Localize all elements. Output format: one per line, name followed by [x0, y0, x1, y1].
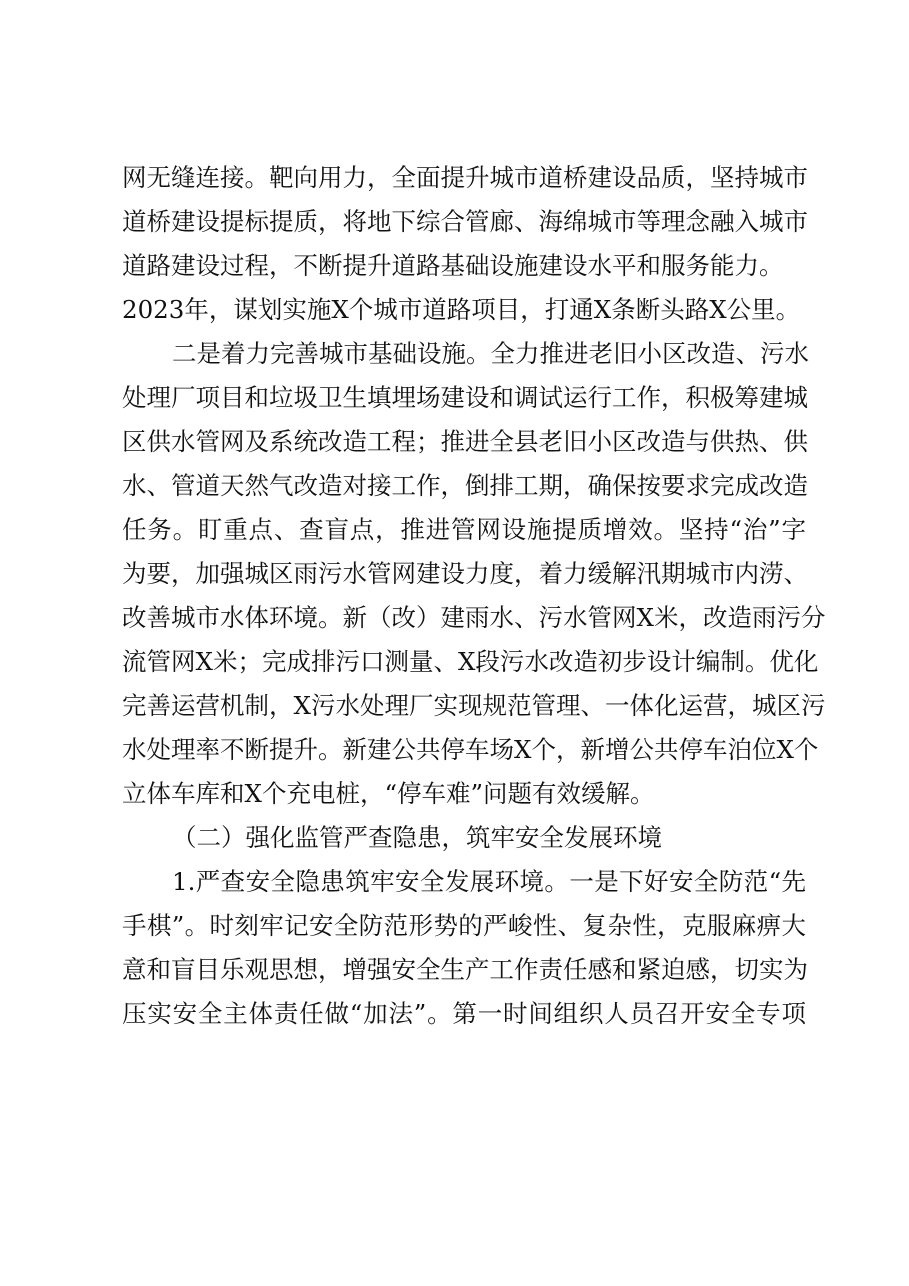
text-line: 改善城市水体环境。新（改）建雨水、污水管网X米，改造雨污分 — [122, 603, 826, 632]
section-heading: （二）强化监管严查隐患，筑牢安全发展环境 — [172, 823, 662, 852]
text-line: 水处理率不断提升。新建公共停车场X个，新增公共停车泊位X个 — [122, 735, 819, 764]
text-line: 水、管道天然气改造对接工作，倒排工期，确保按要求完成改造 — [122, 471, 808, 500]
paragraph-first-line: 1.严查安全隐患筑牢安全发展环境。一是下好安全防范“先 — [172, 867, 806, 896]
text-line: 2023年，谋划实施X个城市道路项目，打通X条断头路X公里。 — [122, 295, 801, 324]
text-line: 道桥建设提标提质，将地下综合管廊、海绵城市等理念融入城市 — [122, 207, 808, 236]
text-line: 为要，加强城区雨污水管网建设力度，着力缓解汛期城市内涝、 — [122, 559, 808, 588]
text-line: 立体车库和X个充电桩，“停车难”问题有效缓解。 — [122, 779, 655, 808]
text-line: 完善运营机制，X污水处理厂实现规范管理、一体化运营，城区污 — [122, 691, 826, 720]
text-line: 区供水管网及系统改造工程；推进全县老旧小区改造与供热、供 — [122, 427, 808, 456]
paragraph-first-line: 二是着力完善城市基础设施。全力推进老旧小区改造、污水 — [172, 339, 809, 368]
text-line: 网无缝连接。靶向用力，全面提升城市道桥建设品质，坚持城市 — [122, 163, 808, 192]
text-line: 流管网X米；完成排污口测量、X段污水改造初步设计编制。优化 — [122, 647, 819, 676]
text-line: 处理厂项目和垃圾卫生填埋场建设和调试运行工作，积极筹建城 — [122, 383, 808, 412]
text-line: 道路建设过程，不断提升道路基础设施建设水平和服务能力。 — [122, 251, 784, 280]
text-line: 意和盲目乐观思想，增强安全生产工作责任感和紧迫感，切实为 — [122, 955, 808, 984]
text-line: 任务。盯重点、查盲点，推进管网设施提质增效。坚持“治”字 — [122, 515, 806, 544]
text-line: 压实安全主体责任做“加法”。第一时间组织人员召开安全专项 — [122, 999, 806, 1028]
text-line: 手棋”。时刻牢记安全防范形势的严峻性、复杂性，克服麻痹大 — [122, 911, 806, 940]
